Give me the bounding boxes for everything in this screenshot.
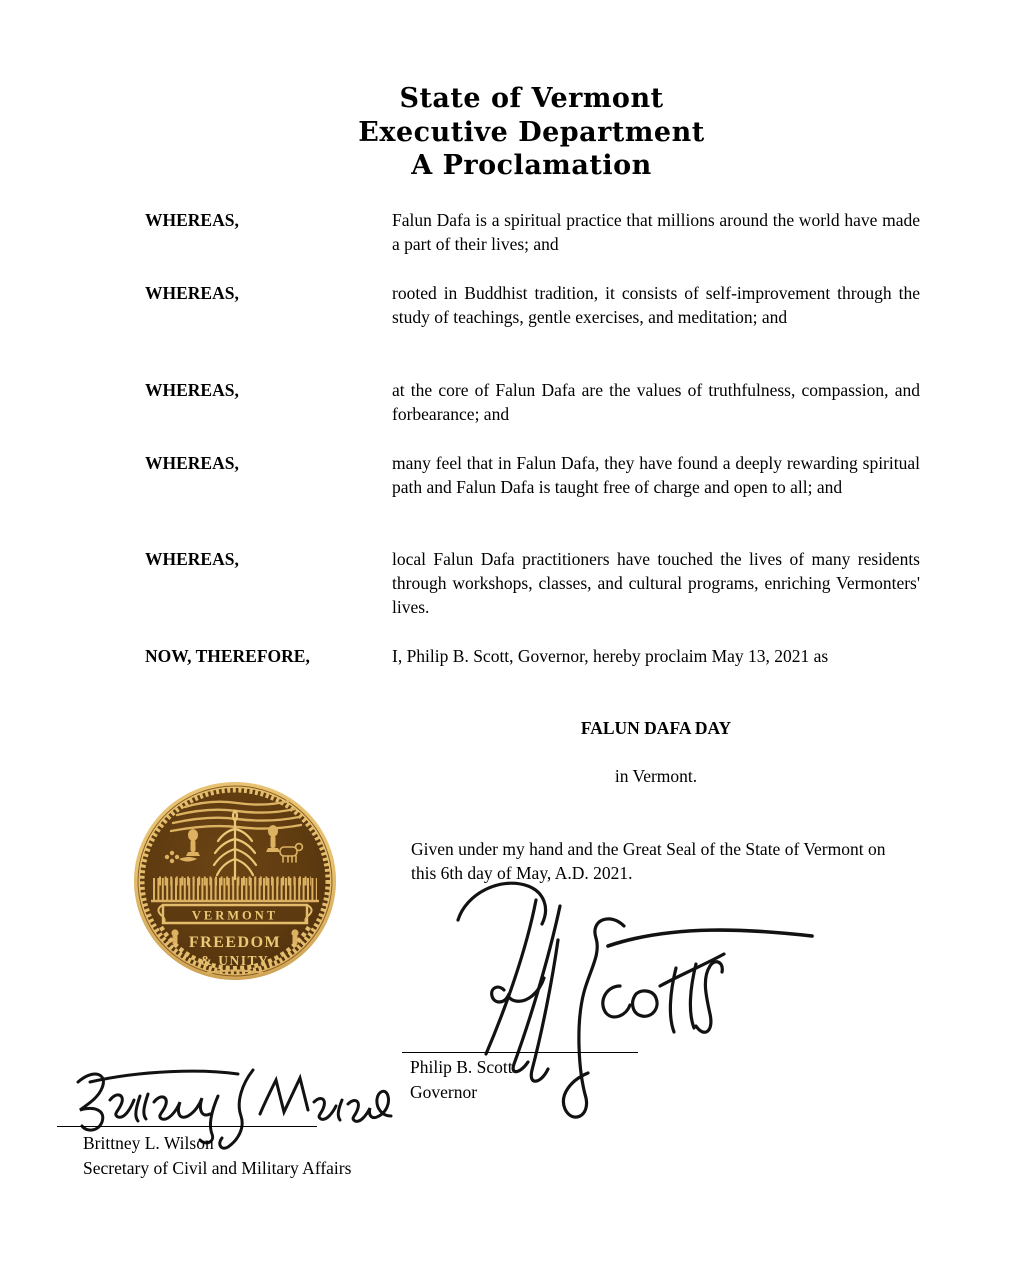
- header-department-line: Executive Department: [358, 116, 705, 148]
- governor-name: Philip B. Scott: [410, 1057, 513, 1077]
- clause-row: [145, 281, 920, 329]
- clause-row: [145, 208, 920, 256]
- secretary-title: Secretary of Civil and Military Affairs: [83, 1157, 352, 1178]
- whereas-label: WHEREAS,: [145, 453, 239, 473]
- whereas-label: WHEREAS,: [145, 549, 239, 569]
- whereas-label: WHEREAS,: [145, 283, 239, 303]
- clause-row: [145, 451, 920, 499]
- seal-state-name: VERMONT: [191, 908, 279, 923]
- clause-row: [145, 378, 920, 426]
- seal-vermont-banner: [158, 905, 311, 923]
- clause-text: many feel that in Falun Dafa, they have found a deeply rewarding spiritual path and Falun Dafa is taught free of charge and open to all; and: [392, 453, 920, 497]
- attestation-text: Given under my hand and the Great Seal of the State of Vermont on this 6th day of May, A.D. 2021.: [411, 839, 886, 883]
- clause-row: [145, 644, 920, 668]
- whereas-label: WHEREAS,: [145, 380, 239, 400]
- governor-name-block: [410, 1055, 513, 1104]
- clause-text: rooted in Buddhist tradition, it consists of self-improvement through the study of teachings, gentle exercises, and meditation; and: [392, 283, 920, 327]
- state-seal-icon: [133, 781, 337, 983]
- clause-text: at the core of Falun Dafa are the values of truthfulness, compassion, and forbearance; and: [392, 380, 920, 424]
- clause-text: I, Philip B. Scott, Governor, hereby proclaim May 13, 2021 as: [392, 646, 829, 666]
- now-therefore-label: NOW, THEREFORE,: [145, 646, 310, 666]
- secretary-name: Brittney L. Wilson: [83, 1133, 214, 1153]
- clause-row: [145, 547, 920, 619]
- proclamation-title: FALUN DAFA DAY: [580, 718, 732, 738]
- vermont-state-seal-image: [133, 781, 337, 983]
- clause-text: Falun Dafa is a spiritual practice that millions around the world have made a part of their lives; and: [392, 210, 920, 254]
- location-line: in Vermont.: [614, 766, 698, 786]
- header-state-line: State of Vermont: [399, 83, 664, 114]
- secretary-name-block: [83, 1131, 351, 1180]
- governor-title: Governor: [410, 1081, 478, 1102]
- governor-signature-line: [402, 1052, 638, 1053]
- header-proclamation-line: A Proclamation: [411, 150, 652, 181]
- proclamation-header: [145, 82, 918, 183]
- clause-text: local Falun Dafa practitioners have touched the lives of many residents through workshops, classes, and cultural programs, enriching Vermonters' lives.: [392, 549, 920, 617]
- secretary-signature-line: [57, 1126, 317, 1127]
- seal-motto-unity: & UNITY: [200, 953, 270, 968]
- whereas-label: WHEREAS,: [145, 210, 239, 230]
- seal-motto-freedom: FREEDOM: [188, 934, 282, 951]
